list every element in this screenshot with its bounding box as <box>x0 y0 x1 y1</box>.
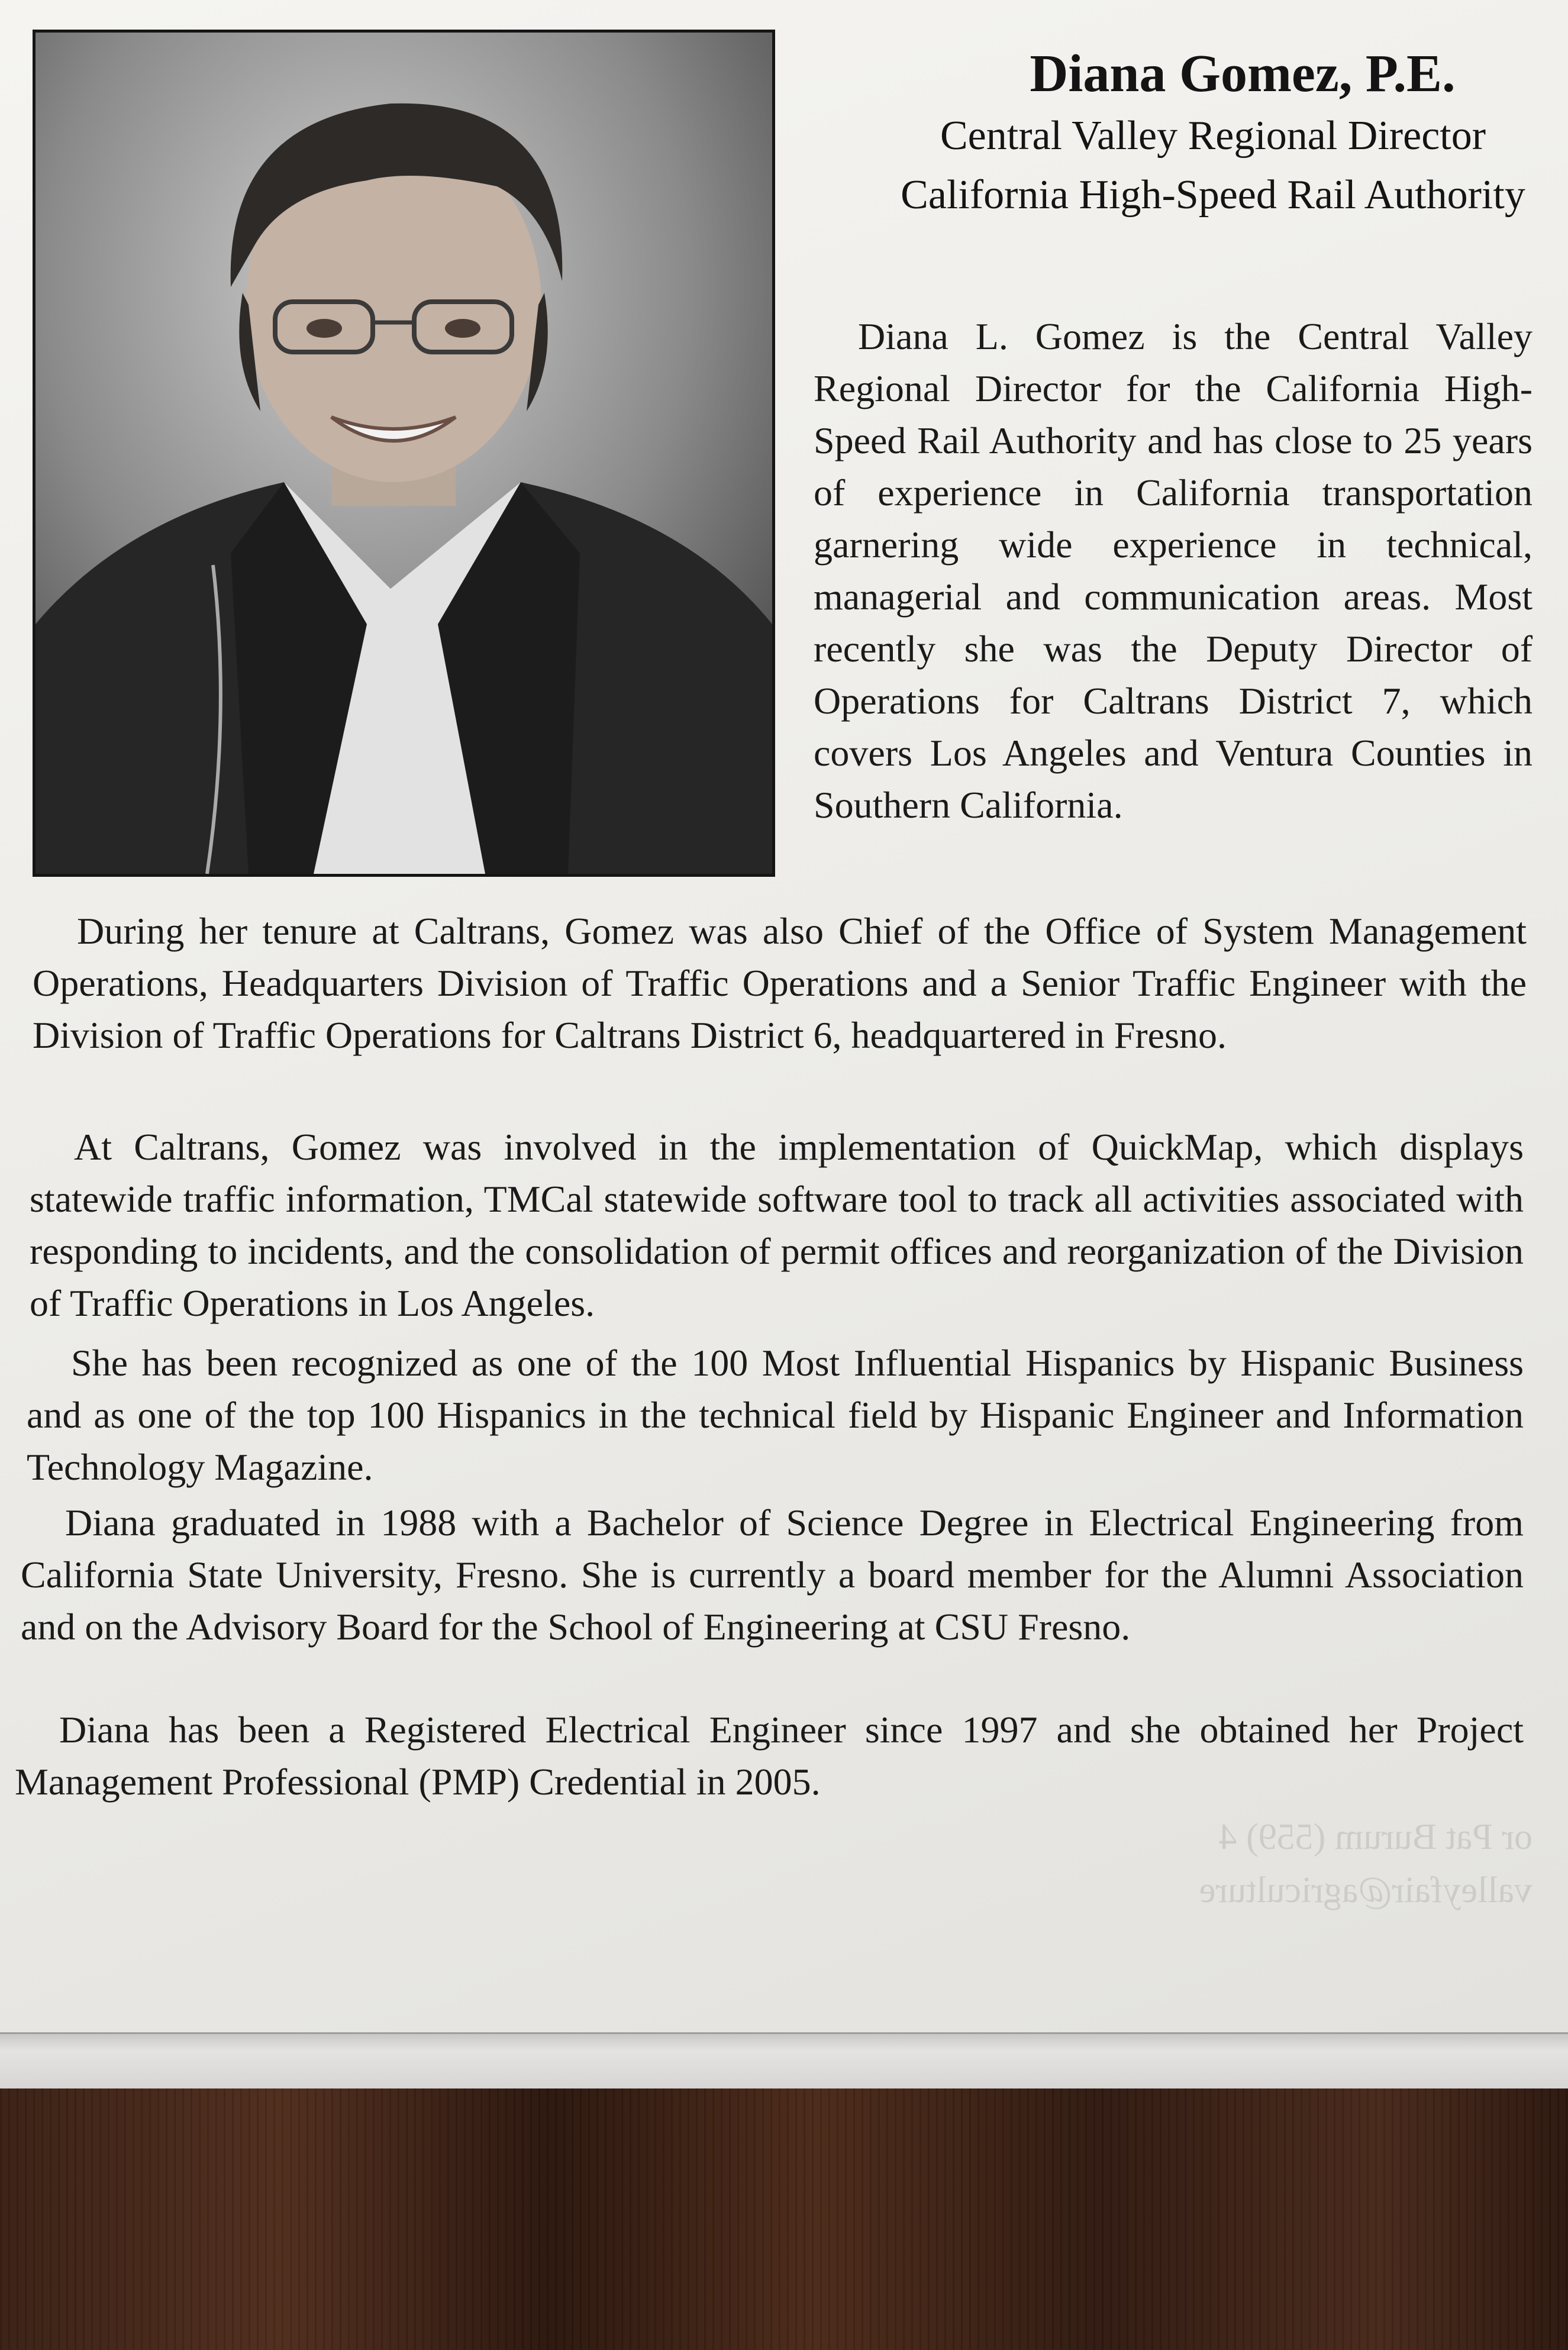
wood-grain-texture <box>0 2088 1568 2350</box>
bio-paragraph-education: Diana graduated in 1988 with a Bachelor of Science Degree in Electrical Engineering from California State University, Fresno. She is currently a board member for the Alumni Association and on the Advisory Board for the School of Engineering at CSU Fresno. <box>21 1502 1524 1648</box>
bleed-line-1: or Pat Burum (559) 4 <box>1218 1817 1532 1857</box>
wooden-table <box>0 2088 1568 2350</box>
page-stack-edge <box>0 2032 1568 2090</box>
bleed-line-2: valleyfair@agriculture <box>1199 1870 1532 1910</box>
organization-name: California High-Speed Rail Authority <box>901 172 1525 218</box>
reverse-side-bleed-through <box>1199 1810 1532 1988</box>
bio-header <box>822 41 1532 225</box>
portrait-photo <box>33 30 775 877</box>
job-title: Central Valley Regional Director <box>940 113 1486 159</box>
bio-paragraph-projects: At Caltrans, Gomez was involved in the implementation of QuickMap, which displays statewide traffic information, TMCal statewide software tool to track all activities associated with responding to incidents, and the consolidation of permit offices and reorganization of the Division of Traffic Operations in Los Angeles. <box>30 1126 1524 1324</box>
person-name: Diana Gomez, P.E. <box>1030 44 1456 103</box>
bio-paragraph-tenure: During her tenure at Caltrans, Gomez was also Chief of the Office of System Management Operations, Headquarters Division of Traffic Operations and a Senior Traffic Engineer with the Division of Traffic Operations for Caltrans District 6, headquartered in Fresno. <box>33 910 1527 1056</box>
bio-paragraph-recognition: She has been recognized as one of the 100 Most Influential Hispanics by Hispanic Business and as one of the top 100 Hispanics in the technical field by Hispanic Engineer and Information Technology Magazine. <box>27 1342 1524 1488</box>
portrait-illustration <box>36 33 772 874</box>
bio-paragraph-credentials: Diana has been a Registered Electrical Engineer since 1997 and she obtained her Project Management Professional (PMP) Credential in 2005. <box>15 1709 1524 1803</box>
bio-paragraph-intro: Diana L. Gomez is the Central Valley Regional Director for the California High-Speed Rail Authority and has close to 25 years of experience in California transportation garnering wide experience in technical, managerial and communication areas. Most recently she was the Deputy Director of Operations for Caltrans District 7, which covers Los Angeles and Ventura Counties in Southern California. <box>814 315 1532 826</box>
